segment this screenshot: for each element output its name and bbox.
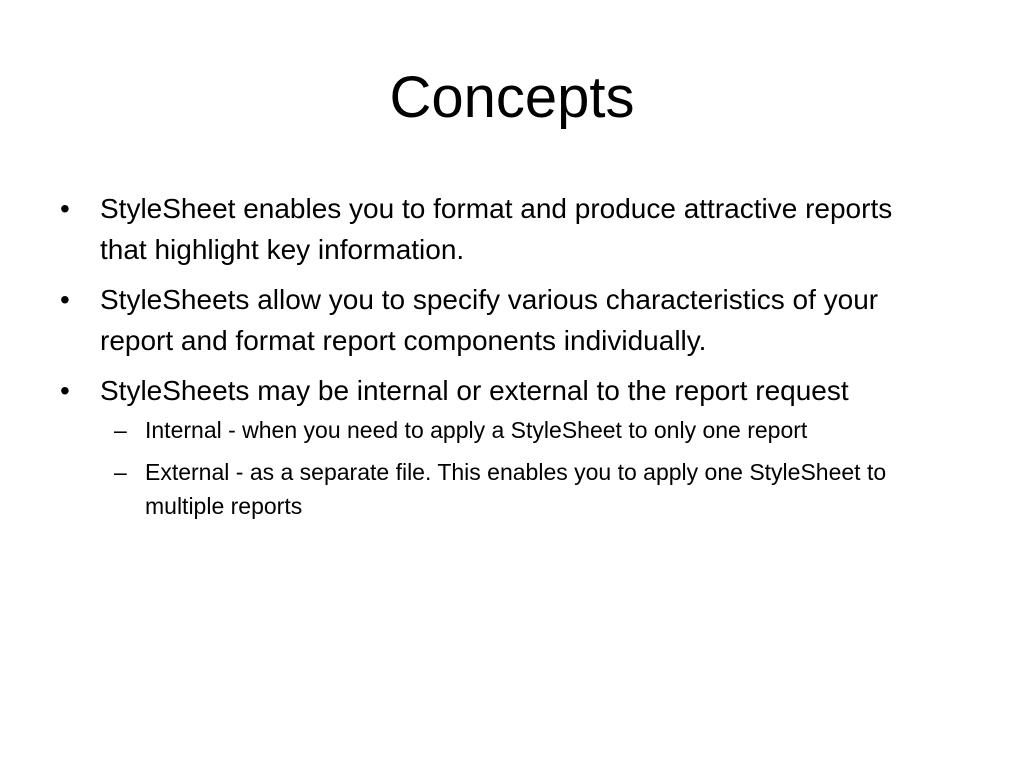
bullet-item <box>58 370 938 523</box>
sub-bullet-marker: – <box>114 459 127 485</box>
bullet-text: StyleSheets may be internal or external to the report request <box>100 375 849 406</box>
sub-bullet-marker: – <box>114 417 127 443</box>
bullet-text: StyleSheets allow you to specify various characteristics of your report and format report components individually. <box>100 284 879 356</box>
bullet-marker: • <box>60 284 70 315</box>
bullet-item <box>58 188 938 270</box>
sub-bullet-text: External - as a separate file. This enables you to apply one StyleSheet to multiple reports <box>145 459 887 519</box>
bullet-marker: • <box>60 375 70 406</box>
bullet-list <box>58 188 938 532</box>
bullet-marker: • <box>60 193 70 224</box>
sub-bullet-item <box>100 455 938 523</box>
bullet-text: StyleSheet enables you to format and produce attractive reports that highlight key information. <box>100 193 893 265</box>
slide-title: Concepts <box>389 65 635 130</box>
bullet-item <box>58 279 938 361</box>
sub-bullet-text: Internal - when you need to apply a StyleSheet to only one report <box>145 417 808 443</box>
sub-bullet-list <box>100 413 938 523</box>
sub-bullet-item <box>100 413 938 447</box>
